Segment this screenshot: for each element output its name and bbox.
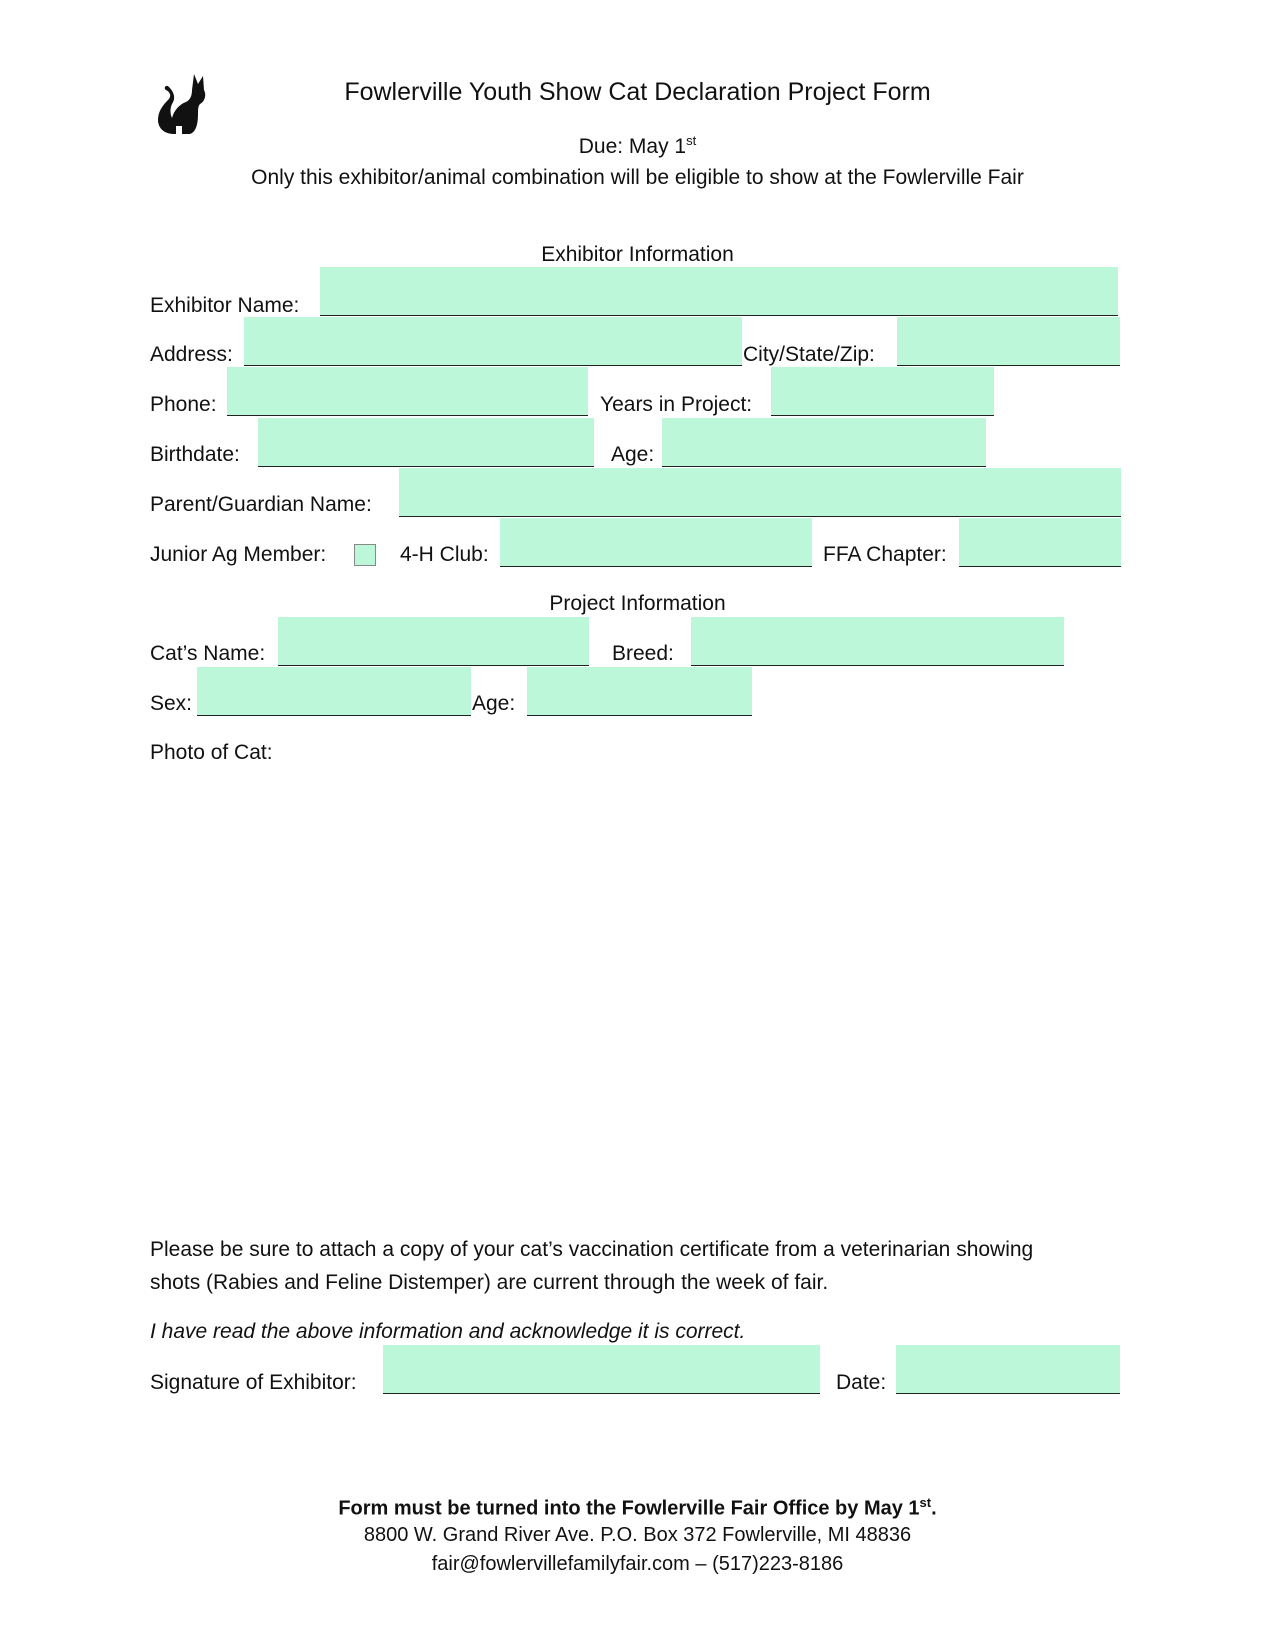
cat-age-input[interactable]: [527, 667, 752, 715]
exhibitor-name-label: Exhibitor Name:: [150, 294, 300, 317]
four-h-club-input[interactable]: [500, 518, 812, 566]
vaccination-notice-line1: Please be sure to attach a copy of your cat’s vaccination certificate from a veterinarian showing: [150, 1238, 1034, 1261]
sex-input[interactable]: [197, 667, 471, 715]
footer-deadline-text: Form must be turned into the Fowlerville Fair Office by May 1: [338, 1497, 920, 1520]
phone-label: Phone:: [150, 393, 217, 416]
exhibitor-age-label: Age:: [611, 443, 655, 466]
project-section-heading: Project Information: [549, 592, 726, 615]
cat-name-label: Cat’s Name:: [150, 642, 266, 665]
vaccination-notice-line2: shots (Rabies and Feline Distemper) are current through the week of fair.: [150, 1271, 829, 1294]
photo-area[interactable]: [150, 772, 1120, 1192]
due-date: [0, 134, 1275, 157]
breed-field[interactable]: [691, 617, 1064, 666]
junior-ag-label: Junior Ag Member:: [150, 543, 327, 566]
due-date-text: Due: May 1: [578, 135, 687, 158]
photo-of-cat-label: Photo of Cat:: [150, 741, 273, 764]
sex-label: Sex:: [150, 692, 193, 715]
years-in-project-input[interactable]: [771, 367, 994, 415]
date-field[interactable]: [896, 1345, 1120, 1394]
birthdate-input[interactable]: [258, 418, 594, 466]
four-h-club-label: 4-H Club:: [400, 543, 489, 566]
birthdate-label: Birthdate:: [150, 443, 240, 466]
cat-age-label: Age:: [472, 692, 516, 715]
footer-deadline-suffix: st: [919, 1495, 932, 1510]
parent-guardian-label: Parent/Guardian Name:: [150, 493, 372, 516]
date-input[interactable]: [896, 1345, 1120, 1393]
ffa-chapter-input[interactable]: [959, 518, 1121, 566]
four-h-club-field[interactable]: [500, 518, 812, 567]
signature-label: Signature of Exhibitor:: [150, 1371, 357, 1394]
exhibitor-name-input[interactable]: [320, 267, 1118, 315]
exhibitor-name-field[interactable]: [320, 267, 1118, 316]
footer-contact: fair@fowlervillefamilyfair.com – (517)223-8186: [431, 1553, 844, 1575]
parent-guardian-input[interactable]: [399, 468, 1121, 516]
due-date-suffix: st: [686, 133, 697, 148]
ffa-chapter-label: FFA Chapter:: [823, 543, 947, 566]
address-label: Address:: [150, 343, 233, 366]
footer-deadline-end: .: [931, 1497, 937, 1520]
parent-guardian-field[interactable]: [399, 468, 1121, 517]
ffa-chapter-field[interactable]: [959, 518, 1121, 567]
exhibitor-age-field[interactable]: [662, 418, 986, 467]
acknowledgement-text: I have read the above information and acknowledge it is correct.: [150, 1320, 746, 1343]
cat-name-input[interactable]: [278, 617, 589, 665]
cat-age-field[interactable]: [527, 667, 752, 716]
footer-address: 8800 W. Grand River Ave. P.O. Box 372 Fowlerville, MI 48836: [363, 1524, 912, 1546]
address-field[interactable]: [244, 317, 742, 366]
cat-name-field[interactable]: [278, 617, 589, 666]
junior-ag-checkbox[interactable]: [354, 544, 376, 566]
years-in-project-label: Years in Project:: [600, 393, 753, 416]
signature-field[interactable]: [383, 1345, 820, 1394]
breed-label: Breed:: [612, 642, 674, 665]
sex-field[interactable]: [197, 667, 471, 716]
exhibitor-age-input[interactable]: [662, 418, 986, 466]
eligibility-note: Only this exhibitor/animal combination will be eligible to show at the Fowlerville Fair: [251, 166, 1024, 189]
phone-field[interactable]: [227, 367, 588, 416]
date-label: Date:: [836, 1371, 887, 1394]
birthdate-field[interactable]: [258, 418, 594, 467]
phone-input[interactable]: [227, 367, 588, 415]
address-input[interactable]: [244, 317, 742, 365]
signature-input[interactable]: [383, 1345, 820, 1393]
breed-input[interactable]: [691, 617, 1064, 665]
page-title: Fowlerville Youth Show Cat Declaration Project Form: [344, 78, 931, 106]
city-state-zip-field[interactable]: [897, 317, 1120, 366]
exhibitor-section-heading: Exhibitor Information: [541, 243, 734, 266]
years-in-project-field[interactable]: [771, 367, 994, 416]
city-state-zip-input[interactable]: [897, 317, 1120, 365]
city-state-zip-label: City/State/Zip:: [743, 343, 875, 366]
footer-deadline: [0, 1496, 1275, 1519]
